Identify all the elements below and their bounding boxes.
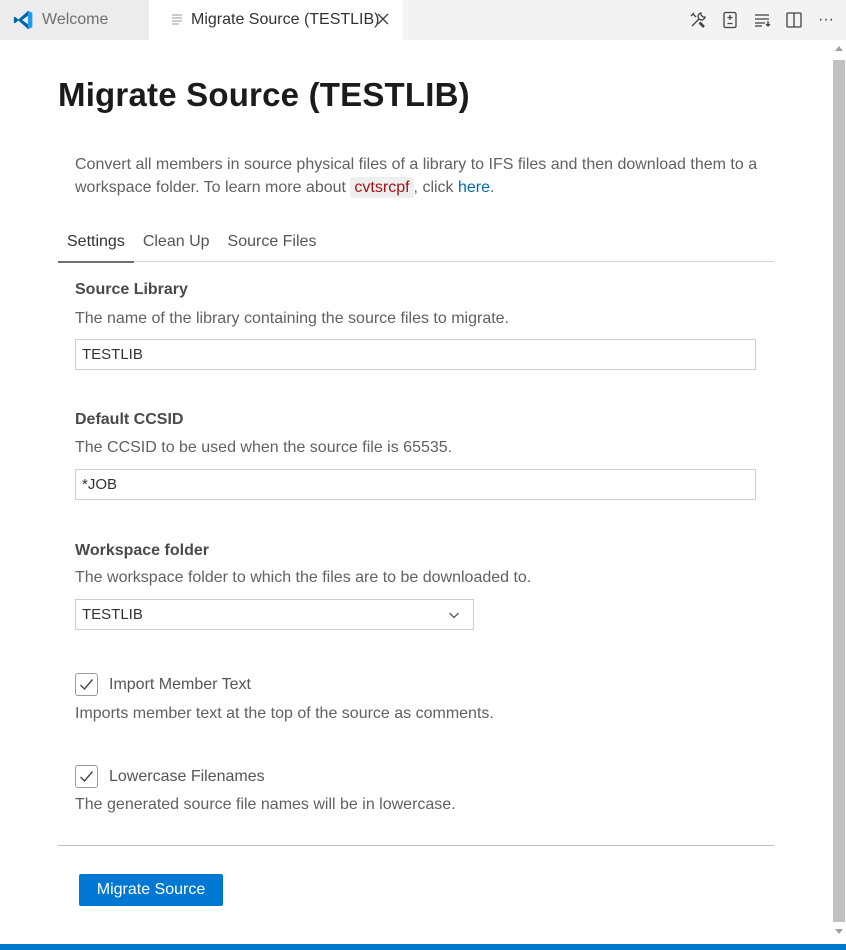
- settings-tabs: [58, 228, 774, 262]
- checkmark-icon: [78, 676, 95, 693]
- lowercase-filenames-row: [75, 765, 265, 788]
- chevron-down-icon: [447, 608, 461, 622]
- default-ccsid-description: The CCSID to be used when the source file is 65535.: [75, 439, 453, 456]
- tools-icon[interactable]: [688, 10, 708, 30]
- lowercase-filenames-checkbox[interactable]: [75, 765, 98, 788]
- source-library-input[interactable]: [75, 339, 756, 370]
- intro-mid: , click: [413, 179, 458, 196]
- migrate-source-button[interactable]: Migrate Source: [79, 874, 223, 906]
- more-icon[interactable]: [816, 10, 836, 30]
- vscode-logo-icon: [12, 9, 34, 31]
- more-icon-glyph: ···: [818, 11, 834, 28]
- lowercase-filenames-description: The generated source file names will be in lowercase.: [75, 796, 456, 813]
- workspace-folder-value: TESTLIB: [82, 606, 143, 623]
- source-library-description: The name of the library containing the source files to migrate.: [75, 310, 509, 327]
- workspace-folder-select[interactable]: [75, 599, 474, 630]
- tab-clean-up[interactable]: Clean Up: [142, 233, 210, 250]
- scroll-down-arrow-icon[interactable]: [834, 928, 844, 936]
- divider: [58, 845, 774, 846]
- workspace-folder-description: The workspace folder to which the files are to be downloaded to.: [75, 569, 532, 586]
- checkmark-icon: [78, 768, 95, 785]
- preview-icon: [171, 13, 183, 27]
- editor-toolbar: [688, 6, 836, 34]
- cvtsrcpf-code: cvtsrcpf: [350, 177, 413, 198]
- split-editor-icon[interactable]: [784, 10, 804, 30]
- tab-source-files[interactable]: Source Files: [227, 233, 317, 250]
- source-library-title: Source Library: [75, 281, 188, 298]
- page-title: Migrate Source (TESTLIB): [58, 76, 470, 113]
- workspace-folder-title: Workspace folder: [75, 542, 209, 559]
- import-member-text-row: [75, 673, 251, 696]
- tab-settings[interactable]: Settings: [58, 228, 134, 263]
- learn-more-link[interactable]: here: [458, 179, 491, 196]
- compare-icon[interactable]: [720, 10, 740, 30]
- intro-suffix: .: [490, 179, 495, 196]
- tab-migrate-source-label: Migrate Source (TESTLIB): [191, 11, 380, 28]
- lowercase-filenames-label: Lowercase Filenames: [109, 767, 265, 785]
- editor-tab-bar: [0, 0, 846, 40]
- scroll-up-arrow-icon[interactable]: [834, 44, 844, 52]
- import-member-text-label: Import Member Text: [109, 675, 251, 693]
- intro-text: Convert all members in source physical files of a library to IFS files and then download them to a workspace folder. To learn more about: [75, 156, 758, 196]
- import-member-text-description: Imports member text at the top of the source as comments.: [75, 705, 494, 722]
- close-tab-icon[interactable]: [373, 9, 393, 29]
- status-bar: [0, 944, 846, 950]
- import-member-text-checkbox[interactable]: [75, 673, 98, 696]
- tab-migrate-source[interactable]: [149, 0, 403, 40]
- page-description: [75, 153, 775, 199]
- tab-welcome-label: Welcome: [42, 11, 109, 28]
- default-ccsid-input[interactable]: [75, 469, 756, 500]
- tab-welcome[interactable]: [0, 0, 149, 40]
- wrap-icon[interactable]: [752, 10, 772, 30]
- default-ccsid-title: Default CCSID: [75, 411, 184, 428]
- scrollbar-thumb[interactable]: [833, 60, 845, 922]
